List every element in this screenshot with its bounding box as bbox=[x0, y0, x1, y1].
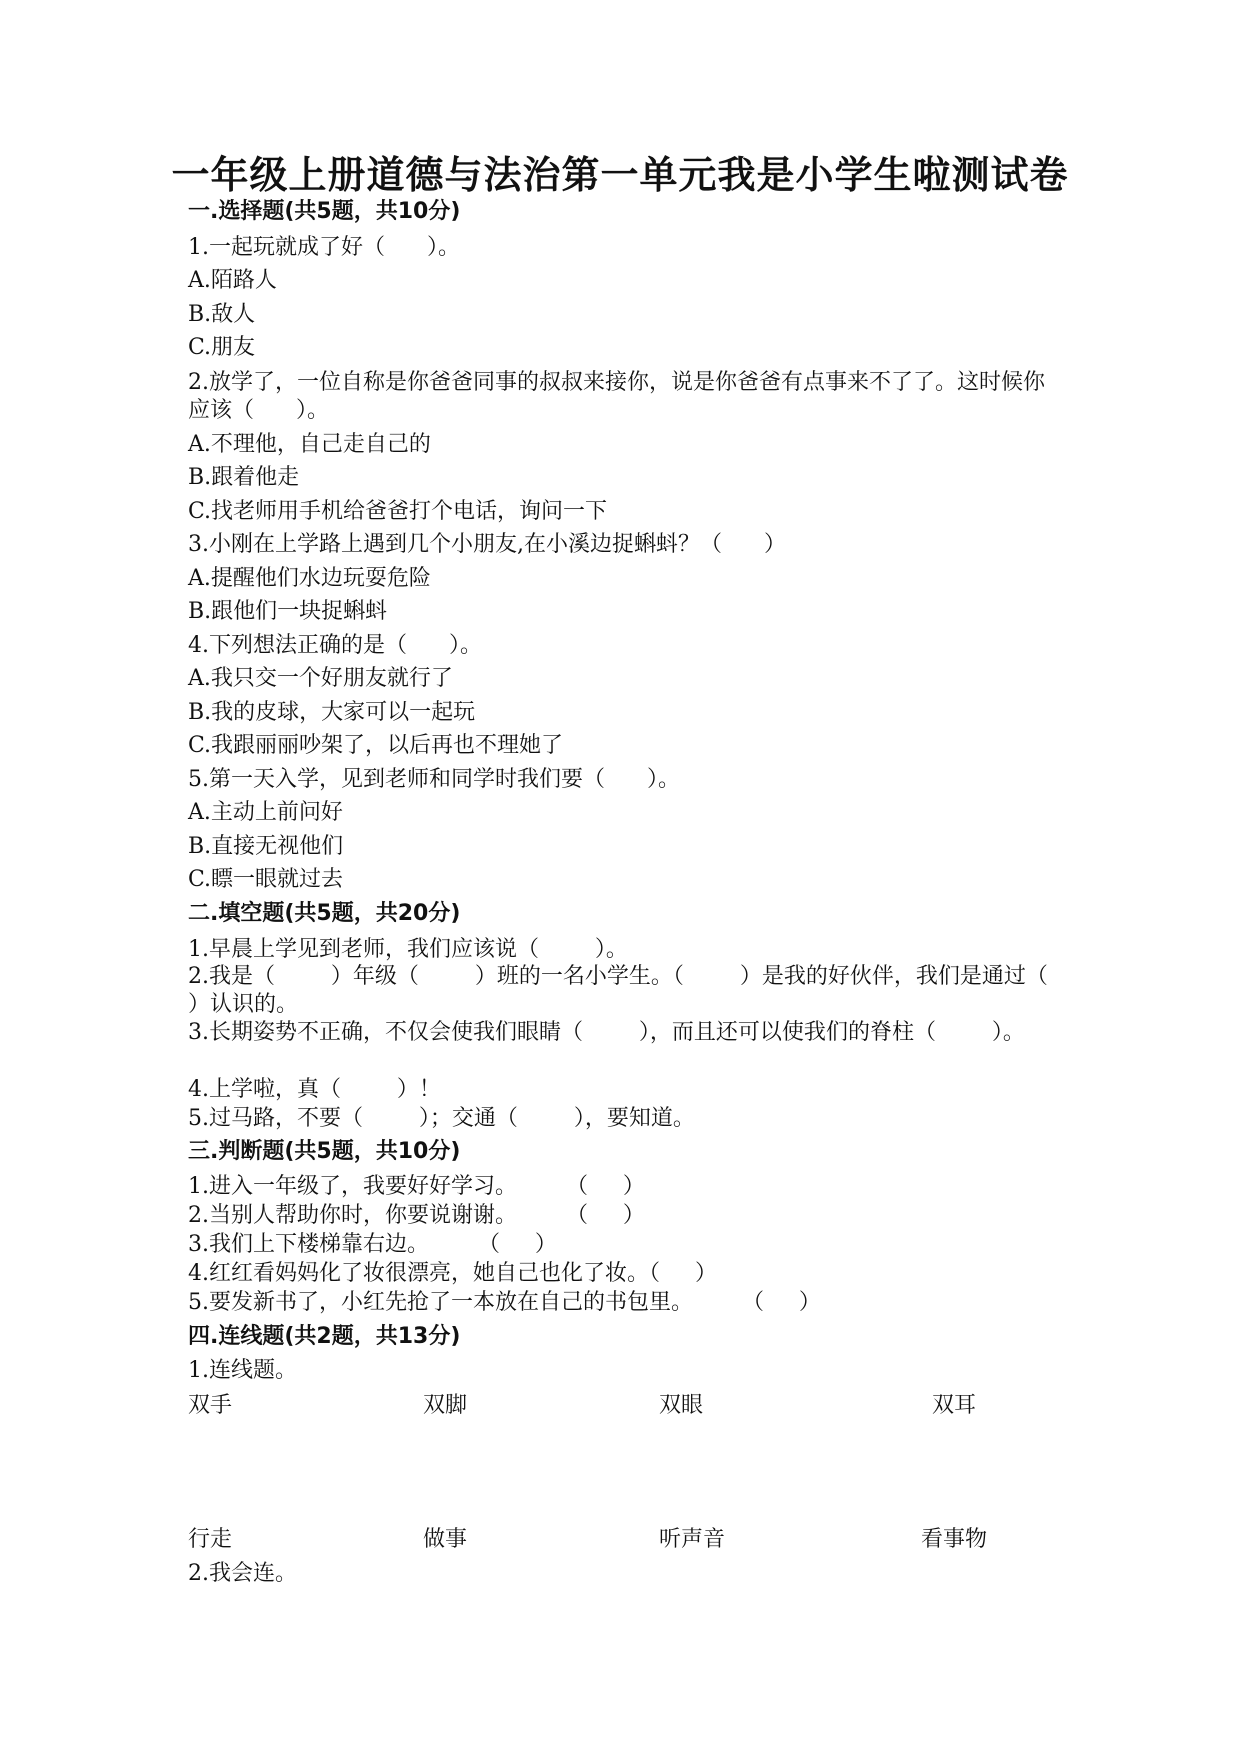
match-bottom-word: 做事 bbox=[423, 1527, 468, 1552]
question-line: 5.要发新书了，小红先抢了一本放在自己的书包里。 （ ） bbox=[188, 1290, 821, 1315]
question-line: 2.我是（ ）年级（ ）班的一名小学生。（ ）是我的好伙伴，我们是通过（ ）认识的。 bbox=[188, 964, 1104, 1017]
question-line: 5.第一天入学，见到老师和同学时我们要（ ）。 bbox=[188, 767, 680, 792]
option-line: A.我只交一个好朋友就行了 bbox=[188, 666, 453, 691]
option-line: C.瞟一眼就过去 bbox=[188, 867, 344, 892]
option-line: B.跟他们一块捉蝌蚪 bbox=[188, 599, 388, 624]
option-line: A.不理他，自己走自己的 bbox=[188, 432, 431, 457]
question-line: 3.长期姿势不正确，不仅会使我们眼睛（ ），而且还可以使我们的脊柱（ ）。 bbox=[188, 1020, 1025, 1045]
match-bottom-word: 行走 bbox=[188, 1527, 233, 1552]
match-top-word: 双眼 bbox=[659, 1393, 704, 1418]
section-heading-fill: 二.填空题(共5题，共20分) bbox=[188, 901, 461, 926]
match-bottom-word: 听声音 bbox=[659, 1527, 726, 1552]
option-line: B.直接无视他们 bbox=[188, 834, 344, 859]
option-line: C.朋友 bbox=[188, 335, 256, 360]
match-top-word: 双脚 bbox=[423, 1393, 468, 1418]
question-line: 3.小刚在上学路上遇到几个小朋友,在小溪边捉蝌蚪？（ ） bbox=[188, 532, 786, 557]
option-line: B.我的皮球，大家可以一起玩 bbox=[188, 700, 476, 725]
section-heading-match: 四.连线题(共2题，共13分) bbox=[188, 1324, 461, 1349]
option-line: B.跟着他走 bbox=[188, 465, 300, 490]
question-line: 2.我会连。 bbox=[188, 1561, 297, 1586]
match-top-word: 双手 bbox=[188, 1393, 233, 1418]
question-line: 5.过马路，不要（ ）；交通（ ），要知道。 bbox=[188, 1106, 695, 1131]
question-line: 4.上学啦，真（ ）！ bbox=[188, 1077, 441, 1102]
option-line: A.提醒他们水边玩耍危险 bbox=[188, 566, 431, 591]
question-line: 2.放学了，一位自称是你爸爸同事的叔叔来接你，说是你爸爸有点事来不了了。这时候你应该（ ）。 bbox=[188, 370, 1045, 423]
question-line: 1.连线题。 bbox=[188, 1358, 297, 1383]
question-line: 1.早晨上学见到老师，我们应该说（ ）。 bbox=[188, 937, 628, 962]
option-line: C.找老师用手机给爸爸打个电话，询问一下 bbox=[188, 499, 608, 524]
page-title: 一年级上册道德与法治第一单元我是小学生啦测试卷 bbox=[171, 153, 1069, 197]
question-line: 2.当别人帮助你时，你要说谢谢。 （ ） bbox=[188, 1203, 645, 1228]
section-heading-judge: 三.判断题(共5题，共10分) bbox=[188, 1139, 461, 1164]
option-line: A.主动上前问好 bbox=[188, 800, 343, 825]
question-line: 4.红红看妈妈化了妆很漂亮，她自己也化了妆。（ ） bbox=[188, 1261, 717, 1286]
section-heading-choice: 一.选择题(共5题，共10分) bbox=[188, 199, 461, 224]
question-line: 1.一起玩就成了好（ ）。 bbox=[188, 235, 460, 260]
question-line: 3.我们上下楼梯靠右边。 （ ） bbox=[188, 1232, 557, 1257]
question-line: 1.进入一年级了，我要好好学习。 （ ） bbox=[188, 1174, 645, 1199]
question-line: 4.下列想法正确的是（ ）。 bbox=[188, 633, 482, 658]
match-bottom-word: 看事物 bbox=[921, 1527, 988, 1552]
option-line: B.敌人 bbox=[188, 302, 256, 327]
match-top-word: 双耳 bbox=[932, 1393, 977, 1418]
option-line: A.陌路人 bbox=[188, 268, 277, 293]
option-line: C.我跟丽丽吵架了，以后再也不理她了 bbox=[188, 733, 564, 758]
